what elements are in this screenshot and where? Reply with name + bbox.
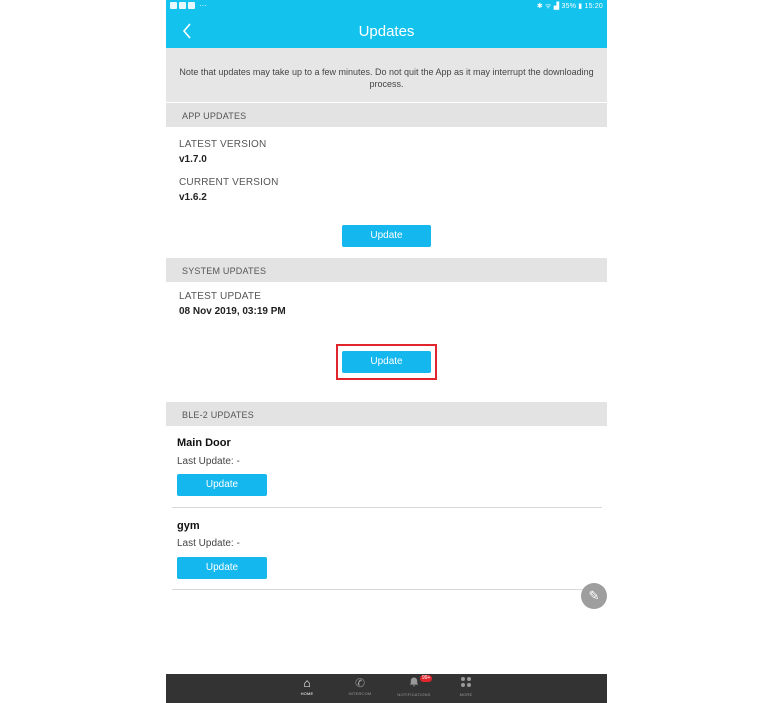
device-last-update-label: Last Update:: [177, 456, 234, 467]
update-notice-text: Note that updates may take up to a few minutes. Do not quit the App as it may interrupt the downloading process.: [179, 67, 594, 89]
app-update-button[interactable]: [342, 225, 431, 247]
device-divider: [172, 507, 602, 508]
main-door-update-button-label: Update: [205, 479, 239, 490]
nav-more-label: MORE: [459, 692, 473, 697]
ble-updates-header: [166, 402, 607, 426]
device-last-update: [177, 456, 240, 467]
update-notice: [166, 48, 607, 102]
app-updates-header: [166, 103, 607, 127]
status-icons-right: ✱ ᯤ ▟ 35% ▮ 15:20: [536, 3, 603, 10]
latest-update-label: LATEST UPDATE: [179, 291, 262, 302]
nav-intercom[interactable]: [330, 676, 390, 698]
device-last-update: [177, 538, 240, 549]
phone-icon: ✆: [354, 676, 366, 690]
gym-update-button[interactable]: [177, 557, 267, 579]
bell-icon: [384, 676, 444, 691]
bell-icon-svg: [408, 676, 420, 688]
current-version-label: CURRENT VERSION: [179, 177, 279, 188]
page-title: Updates: [358, 23, 415, 40]
app-updates-header-label: APP UPDATES: [182, 111, 247, 121]
system-update-button-label: Update: [370, 356, 403, 367]
system-update-button[interactable]: [342, 351, 431, 373]
current-version-value: v1.6.2: [179, 192, 207, 203]
latest-update-value: 08 Nov 2019, 03:19 PM: [179, 306, 286, 317]
fab-glyph: ✎: [588, 588, 600, 603]
nav-home[interactable]: [277, 676, 337, 698]
gym-update-button-label: Update: [205, 562, 239, 573]
nav-home-label: HOME: [300, 691, 314, 696]
system-updates-header-label: SYSTEM UPDATES: [182, 266, 267, 276]
bottom-nav: [166, 674, 607, 703]
notification-icon: [188, 2, 195, 9]
device-last-update-value: -: [236, 456, 240, 467]
nav-notifications[interactable]: [384, 676, 444, 699]
more-notifications-indicator: ···: [199, 1, 207, 10]
pencil-icon[interactable]: [581, 583, 607, 609]
status-bar: [166, 0, 607, 14]
device-last-update-value: -: [236, 538, 240, 549]
nav-intercom-label: INTERCOM: [348, 691, 372, 696]
system-updates-header: [166, 258, 607, 282]
device-name: gym: [177, 520, 200, 532]
ble-updates-header-label: BLE-2 UPDATES: [182, 410, 254, 420]
nav-more[interactable]: [436, 676, 496, 699]
device-last-update-label: Last Update:: [177, 538, 234, 549]
status-icons-left: [170, 2, 207, 9]
main-door-update-button[interactable]: [177, 474, 267, 496]
grid-icon-svg: [460, 676, 472, 688]
latest-version-value: v1.7.0: [179, 154, 207, 165]
latest-version-label: LATEST VERSION: [179, 139, 267, 150]
notification-icon: [170, 2, 177, 9]
nav-notifications-label: NOTIFICATIONS: [397, 692, 431, 697]
device-name: Main Door: [177, 437, 231, 449]
app-update-button-label: Update: [370, 230, 403, 241]
notifications-badge: 99+: [422, 675, 431, 681]
phone-screen: [166, 0, 607, 703]
notification-icon: [179, 2, 186, 9]
app-bar: [166, 14, 607, 48]
grid-icon: [436, 676, 496, 691]
home-icon: ⌂: [303, 676, 311, 690]
device-divider: [172, 589, 602, 590]
